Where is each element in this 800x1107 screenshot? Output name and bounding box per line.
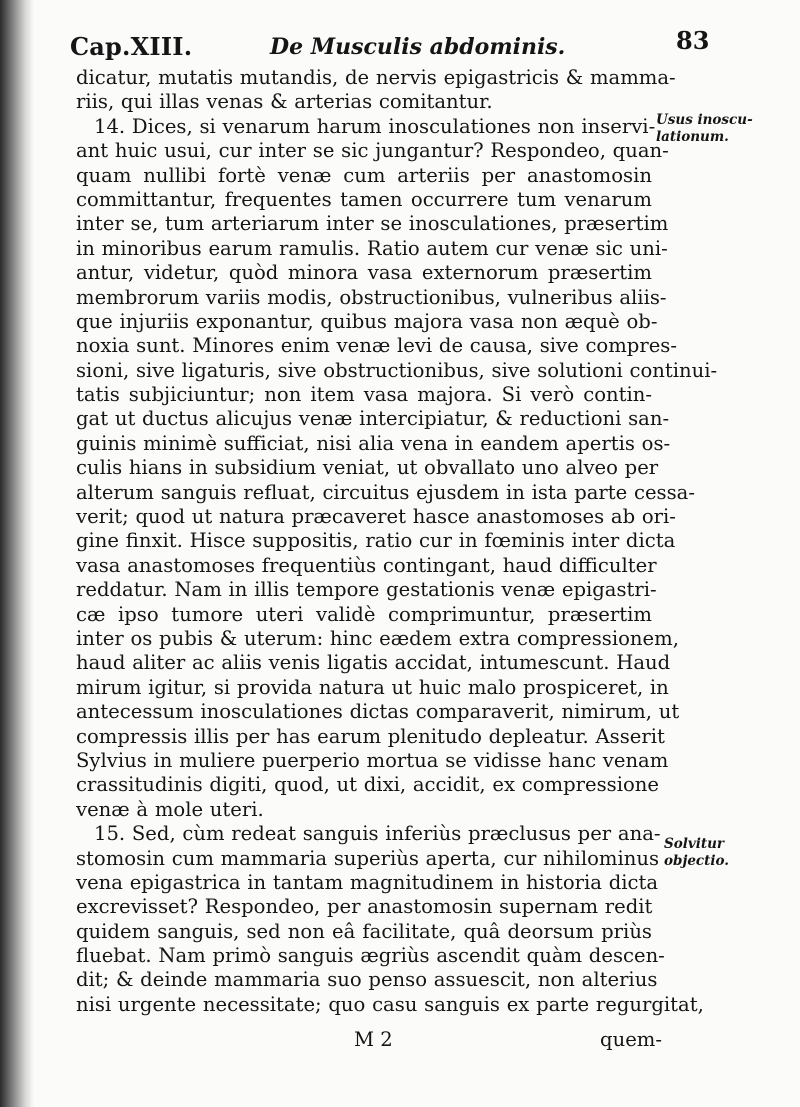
text-line: dit; & deinde mammaria suo penso assuescit, non alterius	[76, 968, 658, 992]
running-header	[70, 26, 710, 66]
text-line: 15. Sed, cùm redeat sanguis inferiùs præclusus per ana-	[94, 822, 661, 846]
text-line: quam nullibi fortè venæ cum arteriis per anastomosin	[76, 163, 652, 187]
margin-note-usus: Usus inoscu-lationum.	[656, 112, 753, 145]
catchword: quem-	[600, 1028, 662, 1051]
text-line: noxia sunt. Minores enim venæ levi de causa, sive compres-	[76, 334, 677, 358]
text-line: dicatur, mutatis mutandis, de nervis epigastricis & mamma-	[76, 66, 676, 89]
text-line: tatis subjiciuntur; non item vasa majora. Si verò contin-	[76, 383, 652, 407]
text-line: crassitudinis digiti, quod, ut dixi, accidit, ex compressione	[76, 773, 659, 797]
text-line: culis hians in subsidium veniat, ut obvallato uno alveo per	[76, 456, 659, 480]
text-line: gine finxit. Hisce suppositis, ratio cur in fœminis inter dicta	[76, 529, 676, 553]
text-line: venæ à mole uteri.	[76, 797, 264, 821]
text-line: reddatur. Nam in illis tempore gestationis venæ epigastri-	[76, 578, 657, 602]
text-line: quidem sanguis, sed non eâ facilitate, quâ deorsum priùs	[76, 919, 652, 943]
text-line: vena epigastrica in tantam magnitudinem in historia dicta	[76, 870, 659, 894]
text-line: compressis illis per has earum plenitudo depleatur. Asserit	[76, 724, 665, 748]
text-line: excrevisset? Respondeo, per anastomosin supernam redit	[76, 895, 653, 919]
text-line: cæ ipso tumore uteri validè comprimuntur, præsertim	[76, 602, 652, 626]
page-footer	[76, 1028, 662, 1058]
text-line: que injuriis exponantur, quibus majora vasa non æquè ob-	[76, 309, 658, 333]
text-line: mirum igitur, si provida natura ut huic malo prospiceret, in	[76, 675, 669, 699]
text-line: sioni, sive ligaturis, sive obstructionibus, sive solutioni continui-	[76, 358, 718, 382]
text-line: gat ut ductus alicujus venæ intercipiatur, & reductioni san-	[76, 407, 670, 431]
text-line: inter os pubis & uterum: hinc eædem extra compressionem,	[76, 626, 679, 650]
text-line: Sylvius in muliere puerperio mortua se vidisse hanc venam	[76, 748, 669, 772]
text-line: stomosin cum mammaria superiùs aperta, cur nihilominus	[76, 846, 660, 870]
text-line: nisi urgente necessitate; quo casu sanguis ex parte regurgitat,	[76, 992, 704, 1016]
text-line: membrorum variis modis, obstructionibus, vulneribus aliis-	[76, 285, 667, 309]
text-line: ant huic usui, cur inter se sic jungantur? Respondeo, quan-	[76, 139, 669, 163]
text-line: guinis minimè sufficiat, nisi alia vena in eandem apertis os-	[76, 431, 671, 455]
show-through-mark	[734, 170, 794, 230]
text-line: vasa anastomoses frequentiùs contingant, haud difficulter	[76, 553, 657, 577]
binding-gutter-shadow	[0, 0, 34, 1107]
text-line: inter se, tum arteriarum inter se inosculationes, præsertim	[76, 212, 669, 236]
text-line: fluebat. Nam primò sanguis ægriùs ascendit quàm descen-	[76, 944, 665, 968]
text-line: verit; quod ut natura præcaveret hasce anastomoses ab ori-	[76, 505, 676, 529]
text-line: 14. Dices, si venarum harum inosculationes non inservi-	[94, 114, 656, 138]
page-title: De Musculis abdominis.	[270, 34, 566, 60]
text-line: antur, videtur, quòd minora vasa externorum præsertim	[76, 261, 652, 285]
text-line: alterum sanguis refluat, circuitus ejusdem in ista parte cessa-	[76, 480, 695, 504]
signature-mark: M 2	[354, 1028, 393, 1051]
text-line: haud aliter ac aliis venis ligatis accidat, intumescunt. Haud	[76, 651, 671, 675]
margin-note-solvitur: Solvitur objectio.	[664, 836, 729, 869]
chapter-heading: Cap.XIII.	[70, 32, 193, 61]
text-line: committantur, frequentes tamen occurrere tum venarum	[76, 187, 652, 211]
text-line: antecessum inosculationes dictas comparaverit, nimirum, ut	[76, 700, 680, 724]
page-number: 83	[676, 26, 710, 55]
text-line: in minoribus earum ramulis. Ratio autem cur venæ sic uni-	[76, 236, 668, 260]
text-line: riis, qui illas venas & arterias comitantur.	[76, 90, 493, 114]
